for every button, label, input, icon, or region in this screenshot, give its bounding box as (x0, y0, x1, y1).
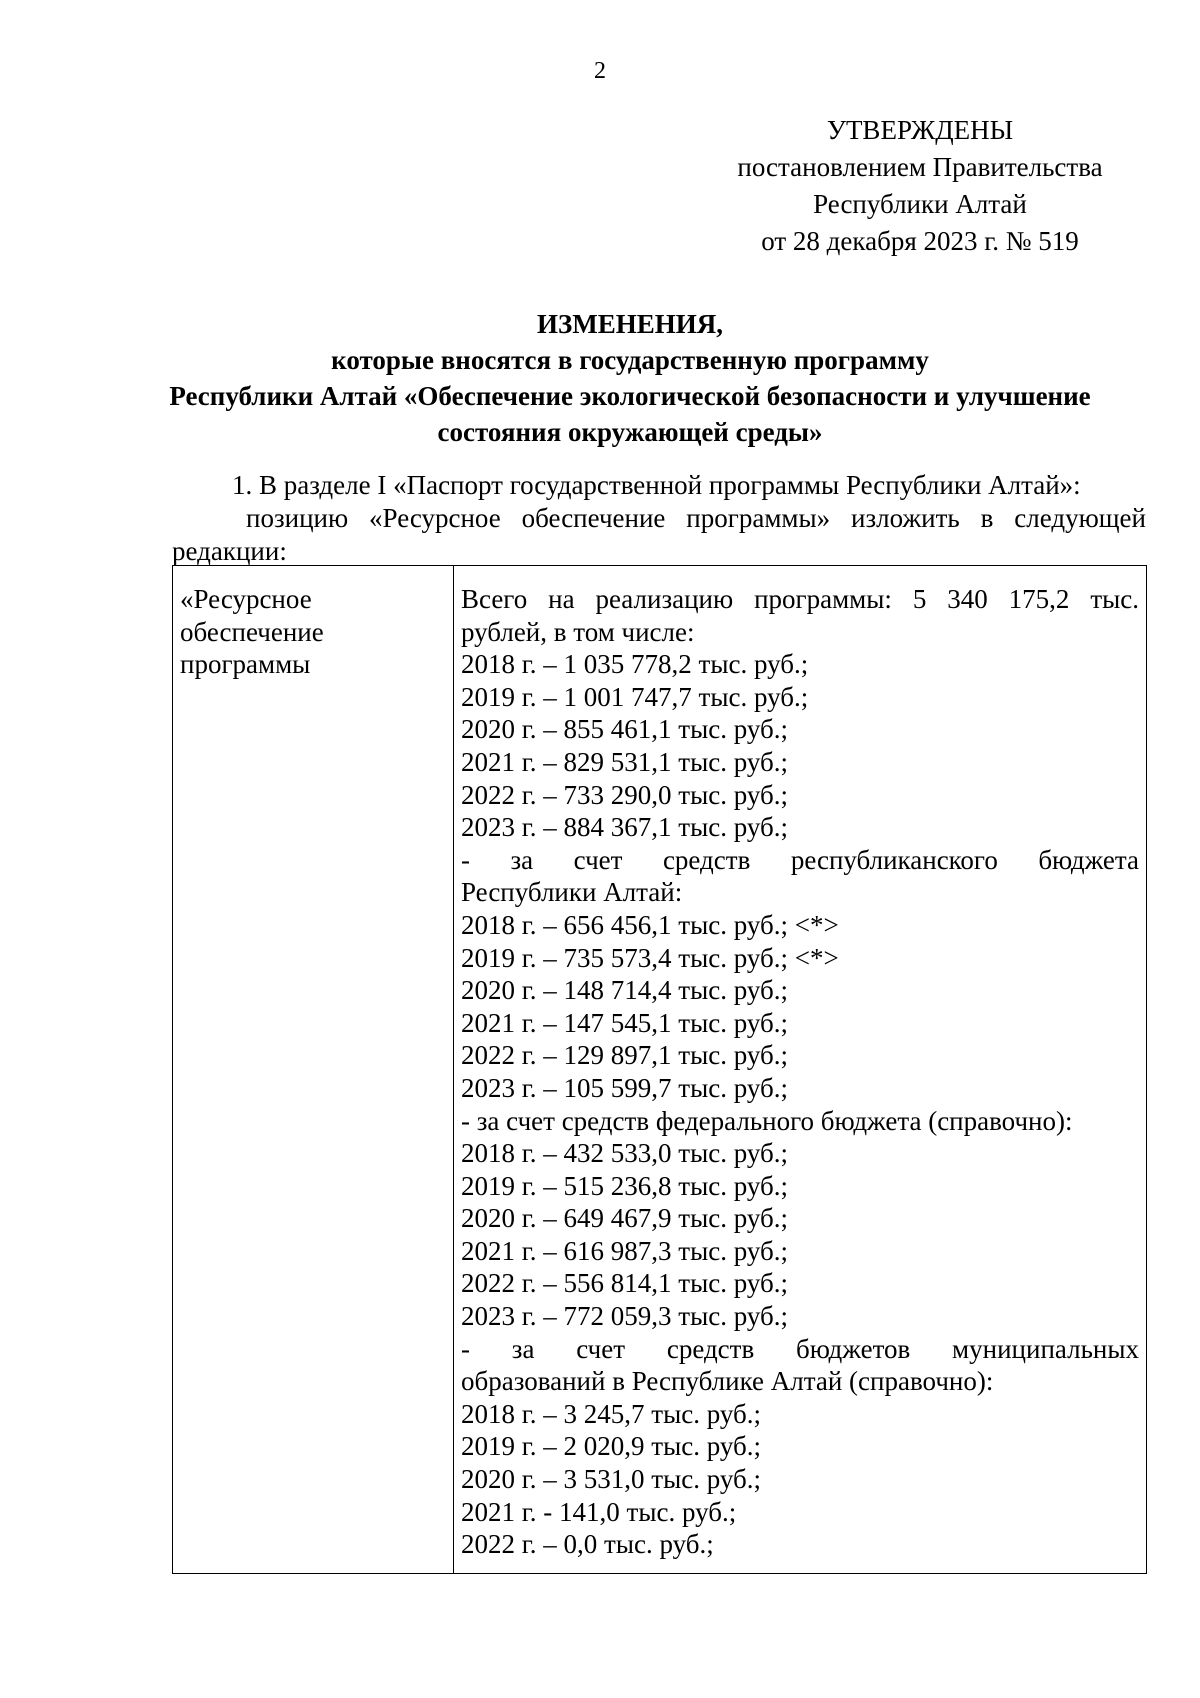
title-line: ИЗМЕНЕНИЯ, (536, 309, 723, 339)
total-heading-cont: рублей, в том числе: (461, 616, 695, 647)
title-line: состояния окружающей среды» (437, 417, 823, 447)
list-item: 2022 г. – 129 897,1 тыс. руб.; (461, 1040, 788, 1071)
list-item: 2019 г. – 735 573,4 тыс. руб.; <*> (461, 942, 839, 973)
list-item: 2022 г. – 556 814,1 тыс. руб.; (461, 1268, 788, 1299)
resources-table (172, 565, 1147, 1574)
federal-heading: - за счет средств федерального бюджета (справочно): (461, 1105, 1073, 1136)
label-line: обеспечение (180, 616, 324, 647)
list-item: 2023 г. – 105 599,7 тыс. руб.; (461, 1072, 788, 1103)
list-item: 2020 г. – 649 467,9 тыс. руб.; (461, 1203, 788, 1234)
list-item: 2020 г. – 148 714,4 тыс. руб.; (461, 975, 788, 1006)
list-item: 2018 г. – 432 533,0 тыс. руб.; (461, 1138, 788, 1169)
document-title (150, 306, 1110, 450)
table-row (173, 566, 1147, 1574)
list-item: 2020 г. – 855 461,1 тыс. руб.; (461, 714, 788, 745)
value-cell (454, 566, 1147, 1574)
list-item: 2019 г. – 1 001 747,7 тыс. руб.; (461, 681, 809, 712)
list-item: 2021 г. – 147 545,1 тыс. руб.; (461, 1007, 788, 1038)
list-item: 2019 г. – 2 020,9 тыс. руб.; (461, 1431, 761, 1462)
approval-block (700, 112, 1140, 260)
label-line: программы (180, 649, 311, 680)
total-heading: Всего на реализацию программы: 5 340 175,2 тыс. (461, 584, 1139, 614)
list-item: 2020 г. – 3 531,0 тыс. руб.; (461, 1464, 761, 1495)
paragraph-instruction-end: редакции: (172, 536, 287, 566)
title-line: Республики Алтай «Обеспечение экологической безопасности и улучшение (169, 381, 1091, 411)
paragraph-section-reference: 1. В разделе I «Паспорт государственной программы Республики Алтай»: (232, 470, 1081, 500)
list-item: 2021 г. - 141,0 тыс. руб.; (461, 1496, 737, 1527)
list-item: 2023 г. – 772 059,3 тыс. руб.; (461, 1301, 788, 1332)
approval-date-number: от 28 декабря 2023 г. № 519 (761, 226, 1079, 256)
page-number: 2 (594, 58, 606, 84)
list-item: 2021 г. – 616 987,3 тыс. руб.; (461, 1235, 788, 1266)
list-item: 2019 г. – 515 236,8 тыс. руб.; (461, 1170, 788, 1201)
approval-line: постановлением Правительства (737, 152, 1103, 182)
regional-heading: - за счет средств республиканского бюджета (461, 844, 1139, 875)
title-line: которые вносятся в государственную программу (331, 345, 929, 375)
approval-line: Республики Алтай (813, 189, 1027, 219)
list-item: 2023 г. – 884 367,1 тыс. руб.; (461, 812, 788, 843)
list-item: 2022 г. – 0,0 тыс. руб.; (461, 1529, 714, 1560)
list-item: 2018 г. – 656 456,1 тыс. руб.; <*> (461, 909, 839, 940)
approval-heading: УТВЕРЖДЕНЫ (826, 115, 1014, 145)
regional-heading-cont: Республики Алтай: (461, 877, 683, 908)
list-item: 2018 г. – 3 245,7 тыс. руб.; (461, 1398, 761, 1429)
list-item: 2018 г. – 1 035 778,2 тыс. руб.; (461, 649, 809, 680)
list-item: 2021 г. – 829 531,1 тыс. руб.; (461, 746, 788, 777)
paragraph-instruction: позицию «Ресурсное обеспечение программы» изложить в следующей (246, 503, 1146, 533)
municipal-heading-cont: образований в Республике Алтай (справочно): (461, 1366, 994, 1397)
label-line: «Ресурсное (180, 584, 312, 614)
label-cell (173, 566, 454, 1574)
list-item: 2022 г. – 733 290,0 тыс. руб.; (461, 779, 788, 810)
municipal-heading: - за счет средств бюджетов муниципальных (461, 1333, 1139, 1364)
